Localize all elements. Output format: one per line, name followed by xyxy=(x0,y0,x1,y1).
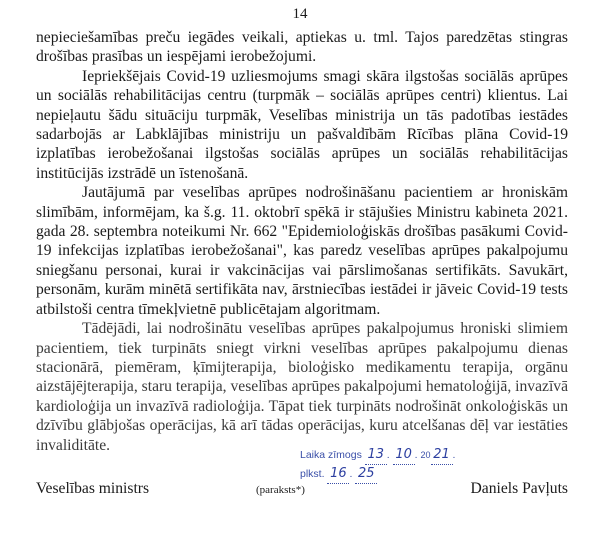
stamp-hour: 16 xyxy=(327,465,349,484)
paragraph: Jautājumā par veselības aprūpes nodrošināšanu pacientiem ar hroniskām slimībām, informējam, ka š.g. 11. oktobrī spēkā ir stājušies Ministru kabineta 2021. gada 28. septembra noteikumi Nr. 662 "Epidemioloģiskās drošības pasākumi Covid-19 infekcijas izplatības ierobežošanai", kas paredz veselības aprūpes pakalpojumu sniegšanu personai, kurai ir vakcinācijas vai pārslimošanas sertifikāts. Savukārt, personām, kurām minētā sertifikāta nav, ārstniecības iestādei ir jāveic Covid-19 tests atbilstoši centra tīmekļvietnē publicētajam algoritmam. xyxy=(36,184,568,318)
paragraph: nepieciešamības preču iegādes veikali, aptiekas u. tml. Tajos paredzētas stingras drošības prasības un iespējami ierobežojumi. xyxy=(36,29,568,66)
paragraph: Tādējādi, lai nodrošinātu veselības aprūpes pakalpojumus hroniski slimiem pacientiem, tiek turpināts sniegt virkni veselības aprūpes pakalpojumu dienas stacionārā, piemēram, ķīmijterapija, bioloģisko medikamentu terapija, orgānu aizstājējterapija, staru terapija, veselības aprūpes pakalpojumi hematoloģijā, invazīvā kardioloģija un invazīvā radioloģija. Tāpat tiek turpināts nodrošināt onkoloģiskās un dzīvību glābjošas operācijas, kā arī tādas operācijas, kuru atcelšanas dēļ var iestāties invaliditāte. xyxy=(36,320,568,454)
page-number: 14 xyxy=(292,6,308,22)
stamp-date-label: Laika zīmogs xyxy=(300,449,362,461)
stamp-year: 21 xyxy=(431,446,453,465)
stamp-time-row: plkst. 16 . 25 xyxy=(300,465,455,484)
stamp-month: 10 xyxy=(393,446,415,465)
stamp-day: 13 xyxy=(365,446,387,465)
signatory-position: Veselības ministrs xyxy=(36,480,150,497)
stamp-date-row: Laika zīmogs 13 . 10 . 20 21 . xyxy=(300,446,455,465)
paragraph: Iepriekšējais Covid-19 uzliesmojums smagi skāra ilgstošas sociālās aprūpes un sociālās rehabilitācijas centru (turpmāk – sociālās aprūpes centri) klientus. Lai nepieļautu šādu situāciju turpmāk, Veselības ministrija un tās padotības iestādes sadarbojās ar Labklājības ministriju un pašvaldībām Rīcības plāna Covid-19 izplatības ierobežošanai ilgstošas sociālās aprūpes un sociālās rehabilitācijas institūcijās izstrādē un īstenošanā. xyxy=(36,67,568,182)
letter-body xyxy=(36,28,568,455)
stamp-year-prefix: 20 xyxy=(420,450,431,460)
signatory-name: Daniels Pavļuts xyxy=(470,480,568,497)
stamp-minute: 25 xyxy=(355,465,377,484)
signature-note: (paraksts*) xyxy=(256,484,305,496)
stamp-time-label: plkst. xyxy=(300,468,325,480)
time-stamp xyxy=(300,446,455,484)
